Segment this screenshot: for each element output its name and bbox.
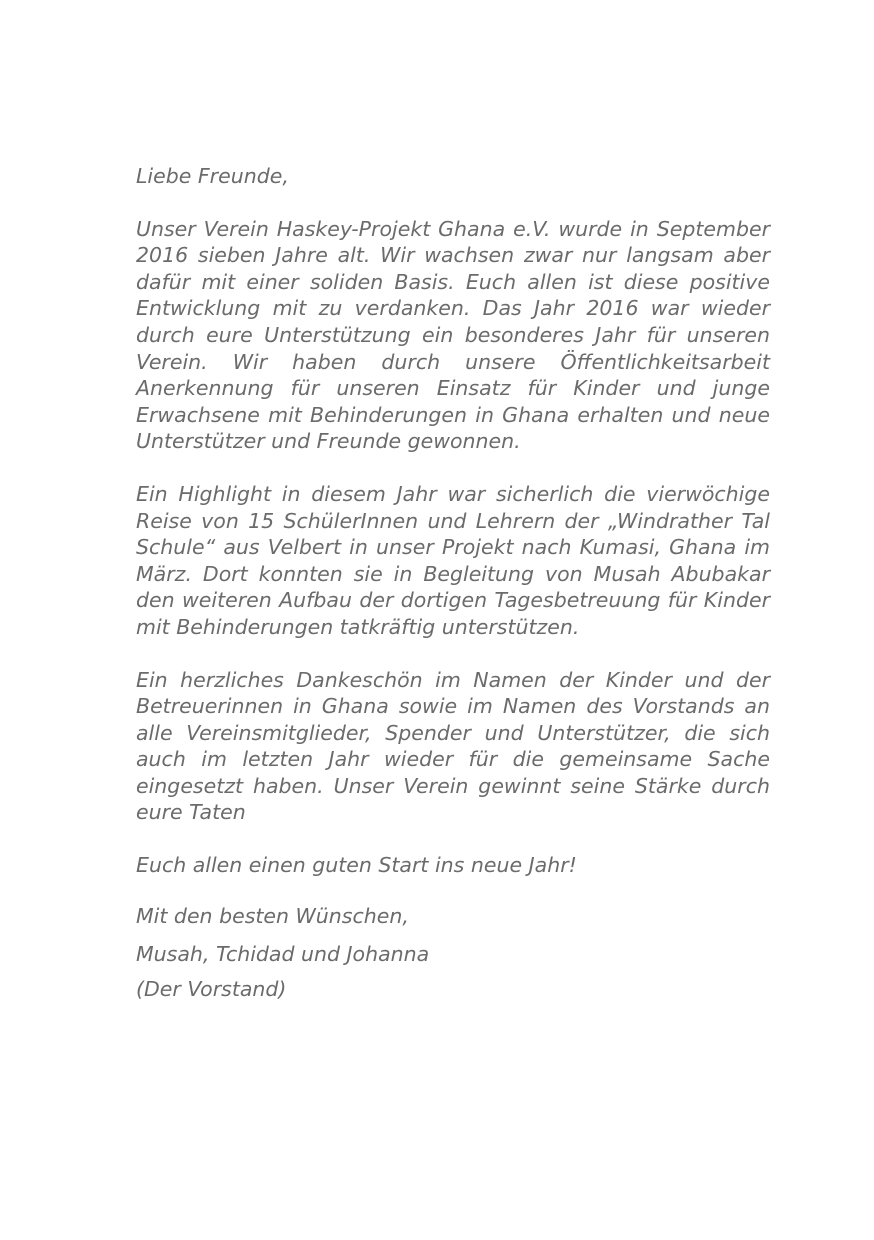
paragraph-thanks: Ein herzliches Dankeschön im Namen der Kinder und der Betreuerinnen in Ghana sowie im Namen des Vorstands an alle Vereinsmitglieder, Spender und Unterstützer, die sich auch im letzten Jahr wieder für die gemeinsame Sache eingesetzt haben. Unser Verein gewinnt seine Stärke durch eure Taten	[136, 667, 770, 825]
sign-off: Mit den besten Wünschen,	[136, 903, 409, 928]
greeting: Liebe Freunde,	[136, 164, 289, 188]
paragraph-highlight-trip: Ein Highlight in diesem Jahr war sicherlich die vierwöchige Reise von 15 SchülerInnen und Lehrern der „Windrather Tal Schule“ aus Velbert in unser Projekt nach Kumasi, Ghana im März. Dort konnten sie in Begleitung von Musah Abubakar den weiteren Aufbau der dortigen Tagesbetreuung für Kinder mit Behinderungen tatkräftig unterstützen.	[136, 481, 770, 639]
signatories: Musah, Tchidad und Johanna	[136, 942, 430, 967]
paragraph-anniversary: Unser Verein Haskey-Projekt Ghana e.V. wurde in September 2016 sieben Jahre alt. Wir wachsen zwar nur langsam aber dafür mit einer soliden Basis. Euch allen ist diese positive Entwicklung mit zu verdanken. Das Jahr 2016 war wieder durch eure Unterstützung ein besonderes Jahr für unseren Verein. Wir haben durch unsere Öffentlichkeitsarbeit Anerkennung für unseren Einsatz für Kinder und junge Erwachsene mit Behinderungen in Ghana erhalten und neue Unterstützer und Freunde gewonnen.	[136, 216, 770, 454]
closing-wish: Euch allen einen guten Start ins neue Jahr!	[136, 853, 577, 878]
signature-block	[136, 903, 770, 1008]
board-label: (Der Vorstand)	[136, 977, 287, 1002]
letter-body	[136, 163, 770, 1007]
